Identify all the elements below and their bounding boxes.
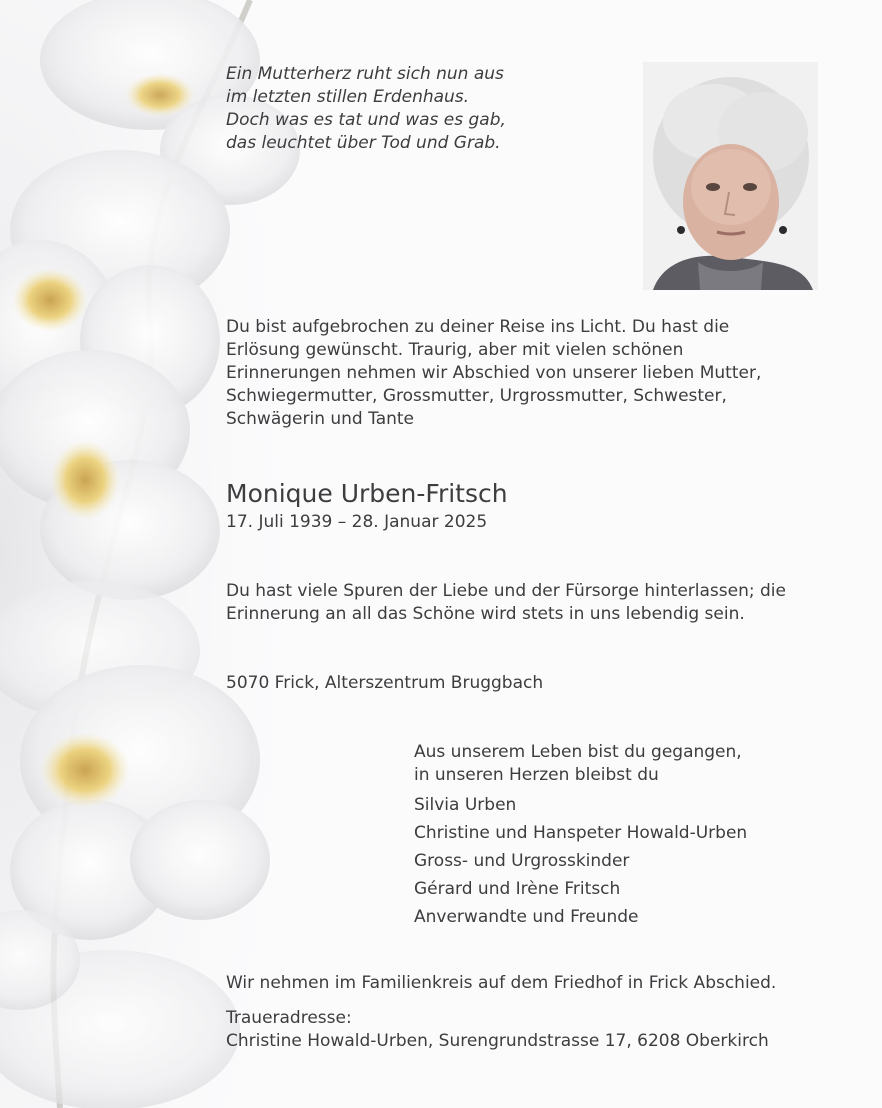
mourning-address: Christine Howald-Urben, Surengrundstrasse 17, 6208 Oberkirch [226, 1031, 769, 1051]
poem-line: Ein Mutterherz ruht sich nun aus [226, 64, 504, 84]
intro-line: Erinnerungen nehmen wir Abschied von unserer lieben Mutter, [226, 363, 762, 383]
farewell-notice: Wir nehmen im Familienkreis auf dem Friedhof in Frick Abschied. [226, 973, 777, 993]
poem-line: Doch was es tat und was es gab, [226, 110, 506, 130]
legacy-line: Erinnerung an all das Schöne wird stets in uns lebendig sein. [226, 604, 745, 624]
intro-text [226, 316, 761, 431]
mourners-list [414, 791, 747, 931]
intro-line: Du bist aufgebrochen zu deiner Reise ins Licht. Du hast die [226, 317, 730, 337]
portrait-illustration [643, 62, 818, 290]
residence-address: 5070 Frick, Alterszentrum Bruggbach [226, 673, 544, 693]
mourner-entry: Gérard und Irène Fritsch [414, 879, 621, 899]
closing-verse [414, 741, 742, 787]
memorial-poem [226, 63, 506, 155]
poem-line: das leuchtet über Tod und Grab. [226, 133, 501, 153]
closing-verse-line: in unseren Herzen bleibst du [414, 765, 659, 785]
closing-verse-line: Aus unserem Leben bist du gegangen, [414, 742, 742, 762]
intro-line: Schwägerin und Tante [226, 409, 415, 429]
intro-line: Schwiegermutter, Grossmutter, Urgrossmutter, Schwester, [226, 386, 727, 406]
mourner-entry: Christine und Hanspeter Howald-Urben [414, 823, 748, 843]
legacy-line: Du hast viele Spuren der Liebe und der Fürsorge hinterlassen; die [226, 581, 786, 601]
deceased-name: Monique Urben-Fritsch [226, 479, 508, 508]
mourner-entry: Anverwandte und Freunde [414, 907, 639, 927]
mourner-entry: Silvia Urben [414, 795, 517, 815]
mourning-address-label: Traueradresse: [226, 1008, 352, 1028]
life-dates: 17. Juli 1939 – 28. Januar 2025 [226, 512, 488, 532]
portrait-photo [643, 62, 818, 290]
intro-line: Erlösung gewünscht. Traurig, aber mit vielen schönen [226, 340, 684, 360]
poem-line: im letzten stillen Erdenhaus. [226, 87, 470, 107]
mourner-entry: Gross- und Urgrosskinder [414, 851, 630, 871]
legacy-text [226, 580, 786, 626]
